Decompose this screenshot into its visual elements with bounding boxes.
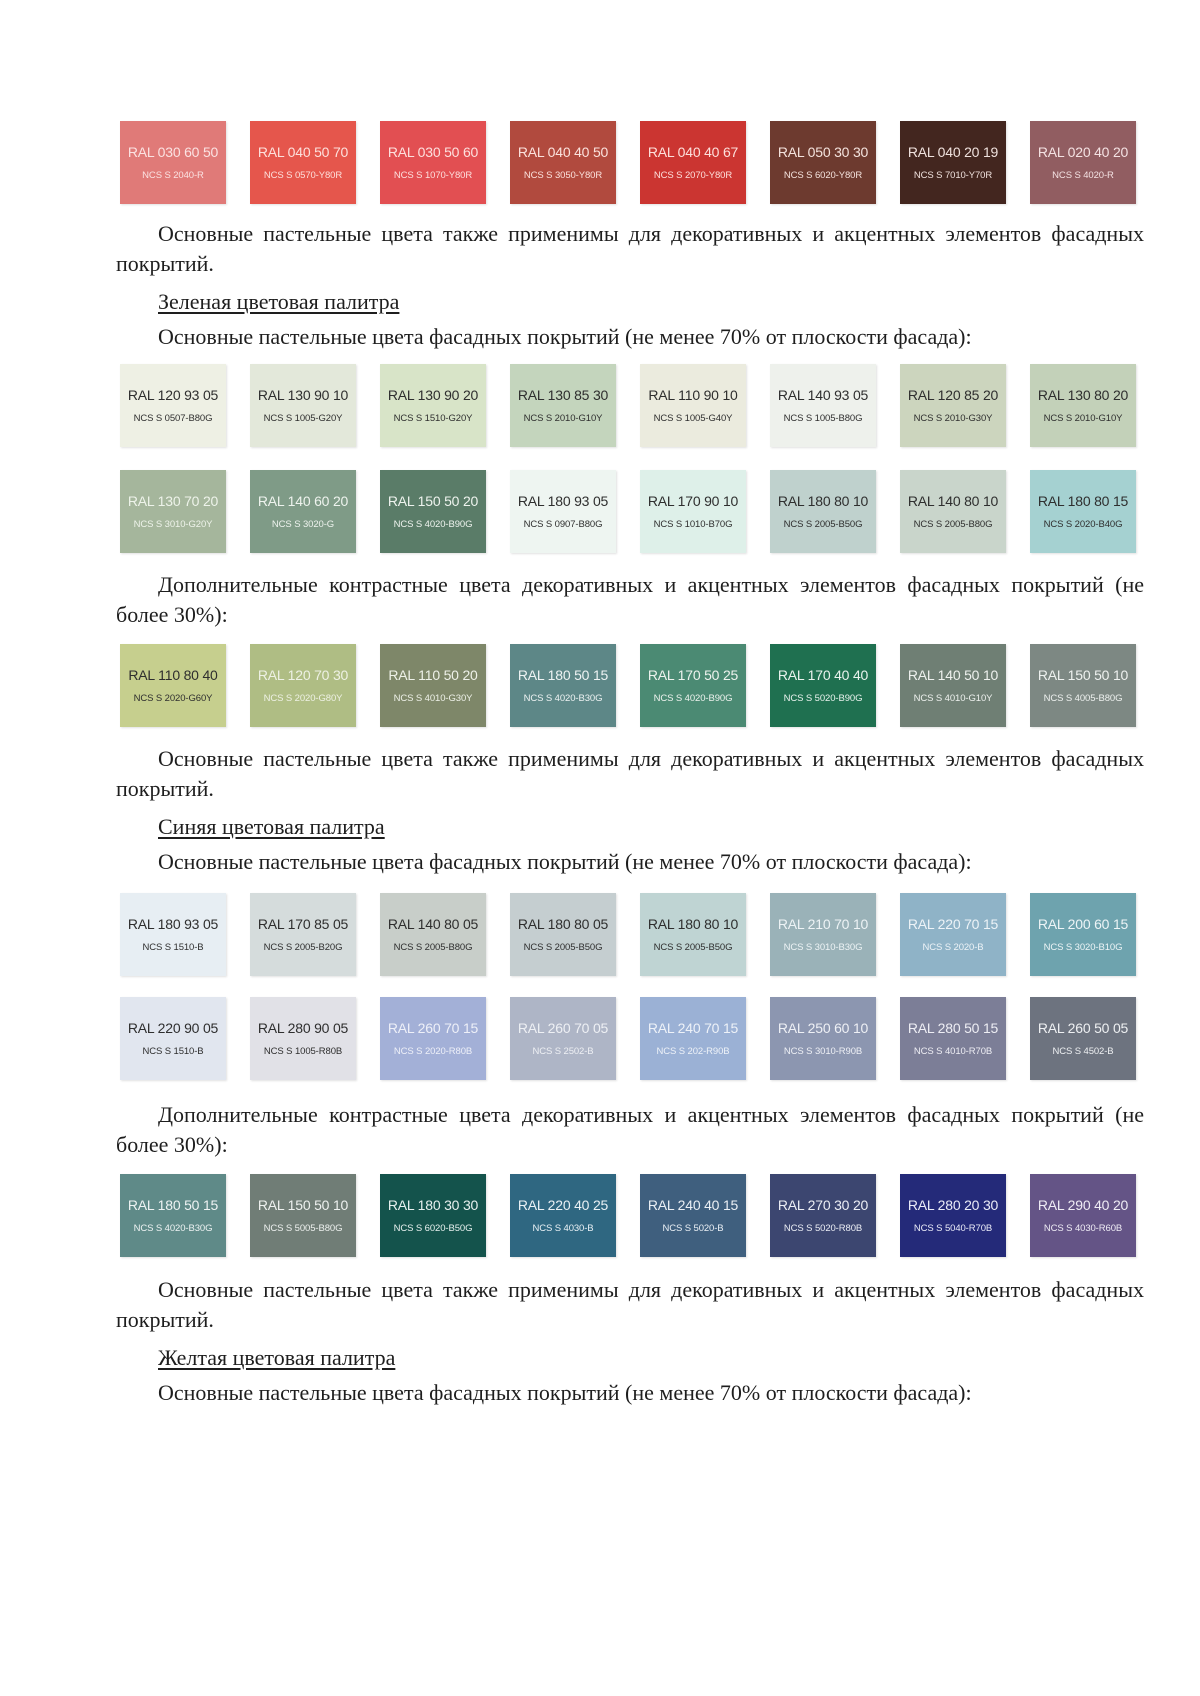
color-swatch: [770, 644, 876, 727]
color-swatch: [770, 121, 876, 204]
swatch-ral-code: RAL 130 90 10: [257, 387, 349, 403]
swatch-ncs-code: NCS S 1005-G20Y: [263, 413, 343, 424]
swatch-ral-code: RAL 220 70 15: [907, 916, 999, 932]
swatch-ncs-code: NCS S 2010-G10Y: [523, 413, 603, 424]
color-swatch: [120, 364, 226, 447]
swatch-ral-code: RAL 280 20 30: [907, 1197, 999, 1213]
swatch-ncs-code: NCS S 4005-B80G: [1043, 693, 1123, 704]
swatch-ncs-code: NCS S 4502-B: [1052, 1046, 1114, 1057]
swatch-ncs-code: NCS S 2005-B50G: [653, 942, 733, 953]
swatch-ral-code: RAL 150 50 10: [1037, 667, 1129, 683]
swatch-ncs-code: NCS S 2005-B50G: [523, 942, 603, 953]
swatch-ncs-code: NCS S 3010-G20Y: [133, 519, 213, 530]
color-swatch: [510, 893, 616, 976]
swatch-ncs-code: NCS S 5020-B: [662, 1223, 724, 1234]
swatch-ncs-code: NCS S 5020-B90G: [783, 693, 863, 704]
swatch-ral-code: RAL 140 93 05: [777, 387, 869, 403]
swatch-ral-code: RAL 120 85 20: [907, 387, 999, 403]
color-swatch: [900, 364, 1006, 447]
green-main-swatch-row-1: [120, 364, 1136, 447]
swatch-ncs-code: NCS S 2020-B: [922, 942, 984, 953]
color-swatch: [380, 644, 486, 727]
color-swatch: [770, 1174, 876, 1257]
swatch-ral-code: RAL 210 70 10: [777, 916, 869, 932]
swatch-ncs-code: NCS S 3020-G: [271, 519, 335, 530]
swatch-ral-code: RAL 020 40 20: [1037, 144, 1129, 160]
swatch-ral-code: RAL 140 80 05: [387, 916, 479, 932]
swatch-ncs-code: NCS S 7010-Y70R: [913, 170, 993, 181]
red-accent-swatch-row: [120, 121, 1136, 204]
swatch-ral-code: RAL 180 93 05: [517, 493, 609, 509]
swatch-ncs-code: NCS S 1005-R80B: [263, 1046, 343, 1057]
color-swatch: [900, 1174, 1006, 1257]
swatch-ral-code: RAL 240 70 15: [647, 1020, 739, 1036]
color-swatch: [250, 644, 356, 727]
color-swatch: [640, 997, 746, 1080]
blue-main-swatch-row-2: [120, 997, 1136, 1080]
yellow-main-intro: Основные пастельные цвета фасадных покрытий (не менее 70% от плоскости фасада):: [158, 1380, 972, 1405]
swatch-ral-code: RAL 170 85 05: [257, 916, 349, 932]
swatch-ral-code: RAL 130 80 20: [1037, 387, 1129, 403]
swatch-ral-code: RAL 130 85 30: [517, 387, 609, 403]
color-swatch: [250, 893, 356, 976]
swatch-ral-code: RAL 140 80 10: [907, 493, 999, 509]
swatch-ral-code: RAL 280 90 05: [257, 1020, 349, 1036]
swatch-ral-code: RAL 110 90 10: [648, 387, 738, 403]
swatch-ral-code: RAL 050 30 30: [777, 144, 869, 160]
swatch-ral-code: RAL 260 70 15: [387, 1020, 479, 1036]
swatch-ncs-code: NCS S 0570-Y80R: [263, 170, 343, 181]
swatch-ral-code: RAL 260 50 05: [1037, 1020, 1129, 1036]
swatch-ral-code: RAL 250 60 10: [777, 1020, 869, 1036]
swatch-ncs-code: NCS S 2010-G10Y: [1043, 413, 1123, 424]
swatch-ral-code: RAL 030 60 50: [127, 144, 219, 160]
swatch-ncs-code: NCS S 2040-R: [142, 170, 204, 181]
swatch-ncs-code: NCS S 5040-R70B: [913, 1223, 993, 1234]
color-swatch: [120, 470, 226, 553]
swatch-ncs-code: NCS S 2020-R80B: [393, 1046, 473, 1057]
swatch-ral-code: RAL 040 50 70: [257, 144, 349, 160]
swatch-ncs-code: NCS S 4030-R60B: [1043, 1223, 1123, 1234]
color-swatch: [640, 1174, 746, 1257]
green-accent-swatch-row: [120, 644, 1136, 727]
swatch-ncs-code: NCS S 2020-B40G: [1043, 519, 1123, 530]
swatch-ral-code: RAL 220 40 25: [517, 1197, 609, 1213]
swatch-ral-code: RAL 040 40 67: [647, 144, 739, 160]
swatch-ncs-code: NCS S 6020-Y80R: [783, 170, 863, 181]
swatch-ncs-code: NCS S 4010-G30Y: [393, 693, 473, 704]
swatch-ral-code: RAL 260 70 05: [517, 1020, 609, 1036]
color-swatch: [380, 121, 486, 204]
green-accent-intro: Дополнительные контрастные цвета декоративных и акцентных элементов фасадных покрытий (не более 30%):: [116, 572, 1144, 627]
color-swatch: [640, 893, 746, 976]
swatch-ral-code: RAL 140 60 20: [257, 493, 349, 509]
swatch-ncs-code: NCS S 4020-B30G: [523, 693, 603, 704]
swatch-ral-code: RAL 200 60 15: [1037, 916, 1129, 932]
color-swatch: [900, 470, 1006, 553]
swatch-ral-code: RAL 040 40 50: [517, 144, 609, 160]
swatch-ncs-code: NCS S 202-R90B: [656, 1046, 730, 1057]
swatch-ral-code: RAL 270 30 20: [777, 1197, 869, 1213]
swatch-ncs-code: NCS S 3050-Y80R: [523, 170, 603, 181]
color-swatch: [380, 364, 486, 447]
swatch-ral-code: RAL 180 50 15: [517, 667, 609, 683]
color-swatch: [380, 1174, 486, 1257]
swatch-ncs-code: NCS S 1510-G20Y: [393, 413, 473, 424]
color-swatch: [250, 470, 356, 553]
swatch-ral-code: RAL 180 80 05: [517, 916, 609, 932]
swatch-ncs-code: NCS S 2005-B20G: [263, 942, 343, 953]
swatch-ral-code: RAL 120 70 30: [257, 667, 349, 683]
color-swatch: [250, 1174, 356, 1257]
swatch-ncs-code: NCS S 3010-B30G: [783, 942, 863, 953]
swatch-ncs-code: NCS S 2010-G30Y: [913, 413, 993, 424]
green-palette-note: Основные пастельные цвета также применимы для декоративных и акцентных элементов фасадных покрытий.: [116, 746, 1144, 801]
swatch-ncs-code: NCS S 4020-B90G: [653, 693, 733, 704]
swatch-ncs-code: NCS S 4030-B: [532, 1223, 594, 1234]
color-swatch: [120, 644, 226, 727]
color-swatch: [640, 364, 746, 447]
swatch-ncs-code: NCS S 1510-B: [142, 942, 204, 953]
swatch-ncs-code: NCS S 3020-B10G: [1043, 942, 1123, 953]
color-swatch: [640, 470, 746, 553]
yellow-palette-heading: Желтая цветовая палитра: [158, 1345, 396, 1370]
swatch-ral-code: RAL 150 50 10: [257, 1197, 349, 1213]
color-swatch: [510, 470, 616, 553]
swatch-ncs-code: NCS S 4020-R: [1052, 170, 1114, 181]
blue-palette-heading: Синяя цветовая палитра: [158, 814, 385, 839]
swatch-ncs-code: NCS S 4010-G10Y: [913, 693, 993, 704]
color-swatch: [380, 893, 486, 976]
swatch-ncs-code: NCS S 1005-G40Y: [653, 413, 733, 424]
swatch-ncs-code: NCS S 0507-B80G: [133, 413, 213, 424]
color-swatch: [250, 997, 356, 1080]
swatch-ral-code: RAL 180 50 15: [127, 1197, 219, 1213]
color-swatch: [640, 644, 746, 727]
color-swatch: [1030, 644, 1136, 727]
color-swatch: [120, 1174, 226, 1257]
swatch-ral-code: RAL 110 50 20: [388, 667, 478, 683]
blue-main-swatch-row-1: [120, 893, 1136, 976]
color-swatch: [250, 121, 356, 204]
red-palette-note: Основные пастельные цвета также применимы для декоративных и акцентных элементов фасадных покрытий.: [116, 221, 1144, 276]
green-main-swatch-row-2: [120, 470, 1136, 553]
swatch-ral-code: RAL 180 80 10: [777, 493, 869, 509]
swatch-ral-code: RAL 150 50 20: [387, 493, 479, 509]
color-swatch: [510, 121, 616, 204]
swatch-ncs-code: NCS S 1070-Y80R: [393, 170, 473, 181]
swatch-ncs-code: NCS S 4020-B30G: [133, 1223, 213, 1234]
color-swatch: [510, 364, 616, 447]
swatch-ral-code: RAL 290 40 20: [1037, 1197, 1129, 1213]
swatch-ral-code: RAL 130 70 20: [127, 493, 219, 509]
color-swatch: [900, 644, 1006, 727]
color-swatch: [120, 893, 226, 976]
color-swatch: [770, 893, 876, 976]
blue-accent-intro: Дополнительные контрастные цвета декоративных и акцентных элементов фасадных покрытий (не более 30%):: [116, 1102, 1144, 1157]
swatch-ncs-code: NCS S 2005-B50G: [783, 519, 863, 530]
blue-palette-note: Основные пастельные цвета также применимы для декоративных и акцентных элементов фасадных покрытий.: [116, 1277, 1144, 1332]
swatch-ral-code: RAL 240 40 15: [647, 1197, 739, 1213]
color-swatch: [1030, 470, 1136, 553]
swatch-ral-code: RAL 280 50 15: [907, 1020, 999, 1036]
swatch-ral-code: RAL 220 90 05: [127, 1020, 219, 1036]
swatch-ral-code: RAL 120 93 05: [127, 387, 219, 403]
swatch-ral-code: RAL 170 90 10: [647, 493, 739, 509]
swatch-ral-code: RAL 180 80 10: [647, 916, 739, 932]
green-palette-heading: Зеленая цветовая палитра: [158, 289, 400, 314]
swatch-ral-code: RAL 040 20 19: [907, 144, 999, 160]
swatch-ral-code: RAL 180 80 15: [1037, 493, 1129, 509]
swatch-ncs-code: NCS S 1010-B70G: [653, 519, 733, 530]
color-swatch: [770, 470, 876, 553]
swatch-ral-code: RAL 030 50 60: [387, 144, 479, 160]
color-swatch: [1030, 121, 1136, 204]
color-swatch: [900, 997, 1006, 1080]
color-swatch: [120, 121, 226, 204]
swatch-ral-code: RAL 110 80 40: [128, 667, 218, 683]
swatch-ncs-code: NCS S 1510-B: [142, 1046, 204, 1057]
swatch-ncs-code: NCS S 3010-R90B: [783, 1046, 863, 1057]
color-swatch: [770, 997, 876, 1080]
color-swatch: [510, 644, 616, 727]
color-swatch: [900, 121, 1006, 204]
color-swatch: [640, 121, 746, 204]
swatch-ncs-code: NCS S 2020-G60Y: [133, 693, 213, 704]
swatch-ral-code: RAL 170 50 25: [647, 667, 739, 683]
color-swatch: [250, 364, 356, 447]
swatch-ncs-code: NCS S 2005-B80G: [393, 942, 473, 953]
swatch-ncs-code: NCS S 6020-B50G: [393, 1223, 473, 1234]
swatch-ncs-code: NCS S 4020-B90G: [393, 519, 473, 530]
color-swatch: [900, 893, 1006, 976]
swatch-ral-code: RAL 130 90 20: [387, 387, 479, 403]
color-swatch: [380, 470, 486, 553]
swatch-ncs-code: NCS S 1005-B80G: [783, 413, 863, 424]
swatch-ral-code: RAL 140 50 10: [907, 667, 999, 683]
color-swatch: [1030, 997, 1136, 1080]
color-swatch: [1030, 364, 1136, 447]
color-swatch: [1030, 893, 1136, 976]
color-swatch: [120, 997, 226, 1080]
color-swatch: [770, 364, 876, 447]
swatch-ncs-code: NCS S 2070-Y80R: [653, 170, 733, 181]
swatch-ral-code: RAL 180 93 05: [127, 916, 219, 932]
green-main-intro: Основные пастельные цвета фасадных покрытий (не менее 70% от плоскости фасада):: [158, 324, 972, 349]
swatch-ncs-code: NCS S 2502-B: [532, 1046, 594, 1057]
swatch-ncs-code: NCS S 4010-R70B: [913, 1046, 993, 1057]
swatch-ral-code: RAL 170 40 40: [777, 667, 869, 683]
color-swatch: [510, 997, 616, 1080]
swatch-ncs-code: NCS S 2005-B80G: [913, 519, 993, 530]
swatch-ncs-code: NCS S 0907-B80G: [523, 519, 603, 530]
swatch-ncs-code: NCS S 5020-R80B: [783, 1223, 863, 1234]
color-swatch: [380, 997, 486, 1080]
blue-accent-swatch-row: [120, 1174, 1136, 1257]
blue-main-intro: Основные пастельные цвета фасадных покрытий (не менее 70% от плоскости фасада):: [158, 849, 972, 874]
swatch-ncs-code: NCS S 2020-G80Y: [263, 693, 343, 704]
swatch-ral-code: RAL 180 30 30: [387, 1197, 479, 1213]
color-swatch: [1030, 1174, 1136, 1257]
color-swatch: [510, 1174, 616, 1257]
swatch-ncs-code: NCS S 5005-B80G: [263, 1223, 343, 1234]
